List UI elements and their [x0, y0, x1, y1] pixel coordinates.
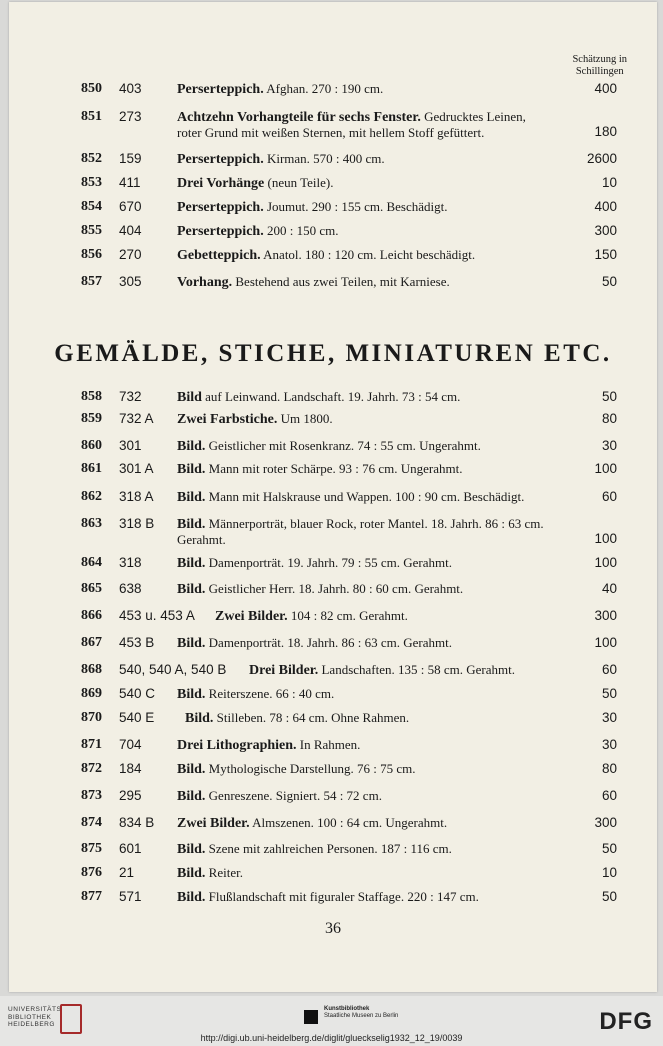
lot-title: Gebetteppich. [177, 248, 261, 263]
lot-title: Bild. [177, 890, 206, 905]
lot-title: Bild. [177, 687, 206, 702]
lot-text-line2: Gerahmt. [177, 532, 226, 547]
estimate-price: 300 [594, 608, 617, 623]
lot-description [177, 788, 597, 804]
lot-description [177, 81, 597, 97]
estimate-price: 30 [601, 710, 617, 725]
lot-description [177, 841, 597, 857]
lot-text: Um 1800. [280, 411, 333, 426]
lot-description [177, 815, 597, 831]
inventory-ref: 404 [119, 223, 142, 238]
lot-title: Bild. [177, 762, 206, 777]
lot-description [177, 247, 597, 263]
estimate-price: 60 [601, 662, 617, 677]
estimate-price: 50 [601, 889, 617, 904]
lot-number: 868 [81, 662, 102, 677]
lot-description [177, 865, 597, 881]
lot-description [177, 555, 597, 571]
lot-text: Geistlicher Herr. 18. Jahrh. 80 : 60 cm. Gerahmt. [208, 581, 464, 596]
inventory-ref: 270 [119, 247, 142, 262]
lot-description [177, 151, 597, 167]
section-title: GEMÄLDE, STICHE, MINIATUREN ETC. [54, 340, 612, 367]
inventory-ref: 305 [119, 274, 142, 289]
lot-number: 864 [81, 555, 102, 570]
kunstbibliothek-logo-icon [304, 1010, 318, 1024]
lot-title: Bild. [185, 711, 214, 726]
inventory-ref: 159 [119, 151, 142, 166]
lot-text: In Rahmen. [299, 737, 361, 752]
lot-text: Szene mit zahlreichen Personen. 187 : 116 cm. [208, 841, 452, 856]
lot-text: 104 : 82 cm. Gerahmt. [290, 608, 408, 623]
lot-title: Bild. [177, 866, 206, 881]
lot-text: Mythologische Darstellung. 76 : 75 cm. [208, 761, 416, 776]
inventory-ref: 301 A [119, 461, 154, 476]
lot-title: Achtzehn Vorhangteile für sechs Fenster. [177, 110, 421, 125]
price-header-line2: Schillingen [575, 66, 624, 77]
lot-title: Perserteppich. [177, 82, 264, 97]
estimate-price: 30 [601, 438, 617, 453]
lot-number: 877 [81, 889, 102, 904]
inventory-ref: 732 A [119, 411, 154, 426]
estimate-price: 180 [594, 124, 617, 139]
estimate-price: 60 [601, 489, 617, 504]
lot-text: Almszenen. 100 : 64 cm. Ungerahmt. [252, 815, 448, 830]
lot-title: Zwei Bilder. [177, 816, 250, 831]
lot-description [185, 710, 605, 726]
inventory-ref: 638 [119, 581, 142, 596]
lot-title: Bild. [177, 556, 206, 571]
lot-number: 867 [81, 635, 102, 650]
lot-number: 851 [81, 109, 102, 124]
lot-description [177, 761, 597, 777]
lot-description [177, 389, 597, 405]
estimate-price: 80 [601, 761, 617, 776]
lot-description [177, 175, 597, 191]
lot-description [177, 737, 597, 753]
estimate-price: 400 [594, 199, 617, 214]
lot-description [177, 686, 597, 702]
lot-number: 874 [81, 815, 102, 830]
lot-number: 865 [81, 581, 102, 596]
lot-title: Bild. [177, 439, 206, 454]
lot-text: Joumut. 290 : 155 cm. Beschädigt. [266, 199, 448, 214]
inventory-ref: 295 [119, 788, 142, 803]
lot-text: Damenporträt. 19. Jahrh. 79 : 55 cm. Gerahmt. [208, 555, 452, 570]
lot-text: Reiter. [208, 865, 243, 880]
lot-title: Perserteppich. [177, 200, 264, 215]
dfg-logo: DFG [599, 1008, 653, 1035]
uni-line3: HEIDELBERG [8, 1021, 55, 1028]
estimate-price: 80 [601, 411, 617, 426]
inventory-ref: 601 [119, 841, 142, 856]
estimate-price: 300 [594, 223, 617, 238]
lot-number: 852 [81, 151, 102, 166]
inventory-ref: 571 [119, 889, 142, 904]
inventory-ref: 540, 540 A, 540 B [119, 662, 227, 677]
inventory-ref: 453 B [119, 635, 155, 650]
inventory-ref: 540 E [119, 710, 155, 725]
uni-heidelberg-label [8, 1006, 61, 1029]
lot-text: (neun Teile). [267, 175, 334, 190]
lot-number: 861 [81, 461, 102, 476]
lot-text: Anatol. 180 : 120 cm. Leicht beschädigt. [263, 247, 476, 262]
source-url[interactable]: http://digi.ub.uni-heidelberg.de/diglit/glueckselig1932_12_19/0039 [200, 1033, 463, 1043]
lot-number: 876 [81, 865, 102, 880]
lot-number: 854 [81, 199, 102, 214]
lot-number: 875 [81, 841, 102, 856]
lot-text-line2: roter Grund mit weißen Sternen, mit hellem Stoff gefüttert. [177, 125, 485, 140]
estimate-price: 50 [601, 686, 617, 701]
lot-description [177, 581, 597, 597]
price-header-line1: Schätzung in [572, 54, 627, 65]
lot-description [215, 608, 635, 624]
kb-line1: Kunstbibliothek [324, 1006, 370, 1012]
lot-description [177, 109, 597, 140]
lot-number: 871 [81, 737, 102, 752]
lot-number: 856 [81, 247, 102, 262]
lot-number: 859 [81, 411, 102, 426]
kunstbibliothek-label [324, 1006, 398, 1020]
estimate-price: 50 [601, 841, 617, 856]
estimate-price: 30 [601, 737, 617, 752]
lot-text: Mann mit Halskrause und Wappen. 100 : 90 cm. Beschädigt. [208, 489, 525, 504]
inventory-ref: 453 u. 453 A [119, 608, 195, 623]
lot-description [177, 516, 597, 547]
lot-number: 853 [81, 175, 102, 190]
estimate-price: 100 [594, 555, 617, 570]
lot-text: Stilleben. 78 : 64 cm. Ohne Rahmen. [216, 710, 410, 725]
lot-number: 866 [81, 608, 102, 623]
lot-description [177, 199, 597, 215]
lot-text: Landschaften. 135 : 58 cm. Gerahmt. [321, 662, 515, 677]
lot-description [177, 411, 597, 427]
estimate-price: 100 [594, 635, 617, 650]
inventory-ref: 273 [119, 109, 142, 124]
inventory-ref: 834 B [119, 815, 155, 830]
lot-text: Damenporträt. 18. Jahrh. 86 : 63 cm. Gerahmt. [208, 635, 452, 650]
lot-description [177, 274, 597, 290]
lot-title: Drei Lithographien. [177, 738, 297, 753]
lot-title: Bild. [177, 517, 206, 532]
lot-number: 870 [81, 710, 102, 725]
lot-number: 863 [81, 516, 102, 531]
estimate-price: 400 [594, 81, 617, 96]
lot-text: Afghan. 270 : 190 cm. [266, 81, 384, 96]
footer [0, 996, 663, 1046]
price-column-header [572, 54, 627, 78]
lot-text: Flußlandschaft mit figuraler Staffage. 220 : 147 cm. [208, 889, 479, 904]
estimate-price: 60 [601, 788, 617, 803]
lot-title: Vorhang. [177, 275, 233, 290]
lot-title: Bild. [177, 582, 206, 597]
lot-number: 860 [81, 438, 102, 453]
estimate-price: 50 [601, 389, 617, 404]
lot-description [177, 489, 597, 505]
inventory-ref: 411 [119, 175, 141, 190]
lot-title: Bild. [177, 462, 206, 477]
lot-text: Bestehend aus zwei Teilen, mit Karniese. [235, 274, 450, 289]
lot-title: Bild. [177, 842, 206, 857]
lot-text: Genreszene. Signiert. 54 : 72 cm. [208, 788, 382, 803]
lot-description [177, 635, 597, 651]
inventory-ref: 403 [119, 81, 142, 96]
estimate-price: 300 [594, 815, 617, 830]
uni-line2: BIBLIOTHEK [8, 1013, 52, 1021]
estimate-price: 100 [594, 531, 617, 546]
inventory-ref: 184 [119, 761, 142, 776]
lot-title: Drei Bilder. [249, 663, 319, 678]
estimate-price: 150 [594, 247, 617, 262]
estimate-price: 40 [601, 581, 617, 596]
lot-number: 850 [81, 81, 102, 96]
kb-line2: Staatliche Museen zu Berlin [324, 1013, 399, 1019]
lot-title: Drei Vorhänge [177, 176, 265, 191]
lot-title: Zwei Farbstiche. [177, 412, 278, 427]
inventory-ref: 704 [119, 737, 142, 752]
inventory-ref: 21 [119, 865, 135, 880]
lot-text: auf Leinwand. Landschaft. 19. Jahrh. 73 : 54 cm. [205, 389, 461, 404]
estimate-price: 50 [601, 274, 617, 289]
lot-title: Zwei Bilder. [215, 609, 288, 624]
estimate-price: 100 [594, 461, 617, 476]
inventory-ref: 318 A [119, 489, 154, 504]
inventory-ref: 540 C [119, 686, 156, 701]
estimate-price: 10 [601, 175, 617, 190]
uni-logo-icon [60, 1004, 82, 1034]
page-number: 36 [325, 920, 341, 937]
lot-description [177, 223, 597, 239]
lot-text: Männerporträt, blauer Rock, roter Mantel. 18. Jahrh. 86 : 63 cm. [208, 516, 544, 531]
lot-number: 869 [81, 686, 102, 701]
lot-description [177, 889, 597, 905]
lot-number: 855 [81, 223, 102, 238]
inventory-ref: 670 [119, 199, 142, 214]
lot-title: Perserteppich. [177, 224, 264, 239]
inventory-ref: 301 [119, 438, 142, 453]
lot-text: Kirman. 570 : 400 cm. [266, 151, 385, 166]
lot-text: Reiterszene. 66 : 40 cm. [208, 686, 335, 701]
lot-title: Perserteppich. [177, 152, 264, 167]
lot-number: 862 [81, 489, 102, 504]
lot-description [249, 662, 663, 678]
inventory-ref: 732 [119, 389, 142, 404]
lot-description [177, 438, 597, 454]
lot-number: 857 [81, 274, 102, 289]
lot-text: Gedrucktes Leinen, [424, 109, 526, 124]
lot-title: Bild. [177, 789, 206, 804]
lot-title: Bild. [177, 490, 206, 505]
lot-title: Bild. [177, 636, 206, 651]
lot-text: Mann mit roter Schärpe. 93 : 76 cm. Ungerahmt. [208, 461, 463, 476]
estimate-price: 10 [601, 865, 617, 880]
inventory-ref: 318 B [119, 516, 155, 531]
lot-text: Geistlicher mit Rosenkranz. 74 : 55 cm. Ungerahmt. [208, 438, 481, 453]
catalog-page [9, 2, 657, 992]
lot-number: 872 [81, 761, 102, 776]
lot-number: 873 [81, 788, 102, 803]
inventory-ref: 318 [119, 555, 142, 570]
lot-number: 858 [81, 389, 102, 404]
lot-title: Bild [177, 390, 202, 405]
estimate-price: 2600 [586, 151, 617, 166]
uni-line1: UNIVERSITÄTS [8, 1006, 62, 1013]
lot-description [177, 461, 597, 477]
lot-text: 200 : 150 cm. [266, 223, 339, 238]
